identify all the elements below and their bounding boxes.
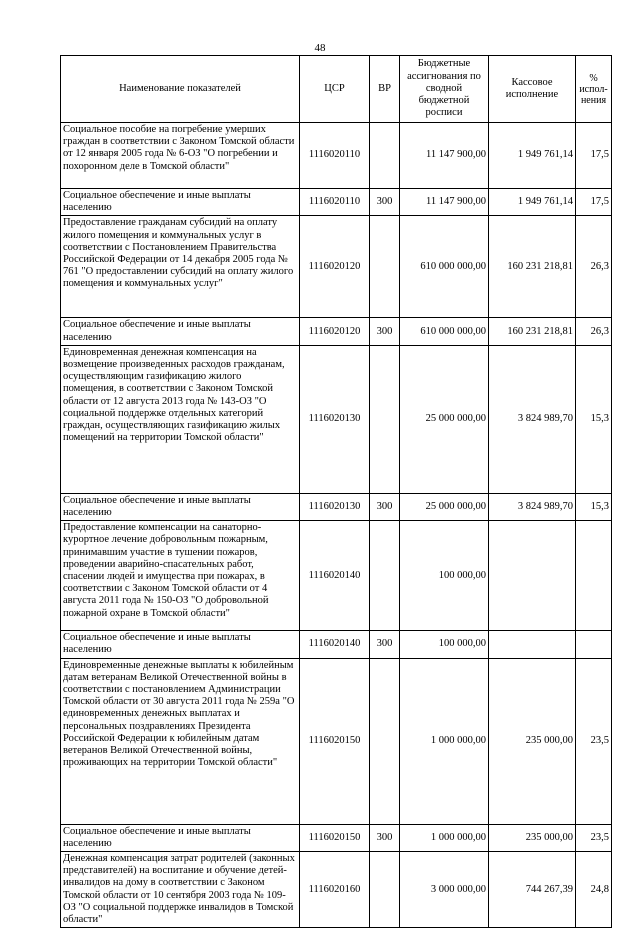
table-row (61, 852, 612, 928)
row-name: Социальное обеспечение и иные выплаты населению (61, 493, 300, 520)
row-allocations: 11 147 900,00 (400, 189, 489, 216)
row-vr: 300 (370, 189, 400, 216)
row-csr: 1116020140 (300, 631, 370, 658)
row-name: Предоставление гражданам субсидий на оплату жилого помещения и коммунальных услуг в соответствии с Постановлением Правительства Российской Федерации от 14 декабря 2005 года № 761 "О предоставлении субсидий на оплату жилого помещения и коммунальных услуг" (61, 216, 300, 318)
table-row (61, 216, 612, 318)
row-allocations: 11 147 900,00 (400, 123, 489, 189)
table-row (61, 824, 612, 851)
row-percent (576, 631, 612, 658)
row-cash: 160 231 218,81 (489, 216, 576, 318)
row-vr (370, 521, 400, 631)
row-csr: 1116020110 (300, 189, 370, 216)
row-vr: 300 (370, 631, 400, 658)
row-percent: 17,5 (576, 189, 612, 216)
row-name: Социальное обеспечение и иные выплаты населению (61, 824, 300, 851)
row-name: Единовременные денежные выплаты к юбилейным датам ветеранам Великой Отечественной войны в соответствии с постановлением Администрации Томской области от 30 августа 2011 года № 259а "О единовременных денежных выплатах и персональных поздравлениях Президента Российской Федерации к юбилейным датам ветеранов Великой Отечественной войны, проживающих на территории Томской области" (61, 658, 300, 824)
table-header-row (61, 56, 612, 123)
header-csr: ЦСР (300, 56, 370, 123)
row-allocations: 100 000,00 (400, 521, 489, 631)
row-cash: 744 267,39 (489, 852, 576, 928)
table-row (61, 658, 612, 824)
header-allocations: Бюджетные ассигнования по сводной бюджетной росписи (400, 56, 489, 123)
row-cash: 235 000,00 (489, 824, 576, 851)
table-row (61, 521, 612, 631)
row-allocations: 610 000 000,00 (400, 216, 489, 318)
row-csr: 1116020140 (300, 521, 370, 631)
row-name: Социальное обеспечение и иные выплаты населению (61, 318, 300, 345)
row-percent: 24,8 (576, 852, 612, 928)
row-vr (370, 345, 400, 493)
header-name: Наименование показателей (61, 56, 300, 123)
row-allocations: 1 000 000,00 (400, 658, 489, 824)
row-csr: 1116020120 (300, 216, 370, 318)
row-cash (489, 521, 576, 631)
row-cash: 160 231 218,81 (489, 318, 576, 345)
row-name: Социальное обеспечение и иные выплаты населению (61, 189, 300, 216)
row-allocations: 610 000 000,00 (400, 318, 489, 345)
row-vr: 300 (370, 318, 400, 345)
row-percent: 15,3 (576, 493, 612, 520)
header-cash: Кассовое исполнение (489, 56, 576, 123)
row-percent: 26,3 (576, 318, 612, 345)
table-row (61, 318, 612, 345)
row-cash: 235 000,00 (489, 658, 576, 824)
row-percent: 23,5 (576, 824, 612, 851)
row-vr: 300 (370, 824, 400, 851)
row-csr: 1116020120 (300, 318, 370, 345)
row-allocations: 3 000 000,00 (400, 852, 489, 928)
table-row (61, 123, 612, 189)
row-csr: 1116020150 (300, 658, 370, 824)
row-csr: 1116020160 (300, 852, 370, 928)
row-cash: 3 824 989,70 (489, 493, 576, 520)
row-vr: 300 (370, 493, 400, 520)
row-cash (489, 631, 576, 658)
table-row (61, 345, 612, 493)
row-vr (370, 658, 400, 824)
header-vr: ВР (370, 56, 400, 123)
row-allocations: 100 000,00 (400, 631, 489, 658)
row-csr: 1116020130 (300, 493, 370, 520)
row-cash: 3 824 989,70 (489, 345, 576, 493)
budget-execution-table (60, 55, 612, 928)
row-name: Денежная компенсация затрат родителей (законных представителей) на воспитание и обучение детей-инвалидов на дому в соответствии с Законом Томской области от 10 сентября 2003 года № 109-ОЗ "О социальной поддержке инвалидов в Томской области" (61, 852, 300, 928)
row-name: Социальное пособие на погребение умерших граждан в соответствии с Законом Томской области от 12 января 2005 года № 6-ОЗ "О погребении и похоронном деле в Томской области" (61, 123, 300, 189)
row-percent: 15,3 (576, 345, 612, 493)
row-allocations: 1 000 000,00 (400, 824, 489, 851)
row-percent: 23,5 (576, 658, 612, 824)
row-allocations: 25 000 000,00 (400, 345, 489, 493)
row-csr: 1116020150 (300, 824, 370, 851)
row-name: Единовременная денежная компенсация на возмещение произведенных расходов гражданам, осуществляющим газификацию жилого помещения, в соответствии с Законом Томской области от 12 августа 2013 года № 143-ОЗ "О социальной поддержке отдельных категорий граждан, осуществляющих газификацию жилых помещений на территории Томской области" (61, 345, 300, 493)
row-vr (370, 216, 400, 318)
table-row (61, 493, 612, 520)
row-allocations: 25 000 000,00 (400, 493, 489, 520)
table-row (61, 189, 612, 216)
row-name: Социальное обеспечение и иные выплаты населению (61, 631, 300, 658)
header-percent: % испол-нения (576, 56, 612, 123)
page-number: 48 (314, 42, 326, 54)
row-percent: 26,3 (576, 216, 612, 318)
row-cash: 1 949 761,14 (489, 189, 576, 216)
row-csr: 1116020110 (300, 123, 370, 189)
row-percent: 17,5 (576, 123, 612, 189)
row-vr (370, 123, 400, 189)
row-cash: 1 949 761,14 (489, 123, 576, 189)
row-percent (576, 521, 612, 631)
table-row (61, 631, 612, 658)
row-name: Предоставление компенсации на санаторно-курортное лечение добровольным пожарным, принимавшим участие в тушении пожаров, проведении аварийно-спасательных работ, спасении людей и имущества при пожарах, в соответствии с Законом Томской области от 4 августа 2011 года № 150-ОЗ "О добровольной пожарной охране в Томской области" (61, 521, 300, 631)
row-vr (370, 852, 400, 928)
row-csr: 1116020130 (300, 345, 370, 493)
